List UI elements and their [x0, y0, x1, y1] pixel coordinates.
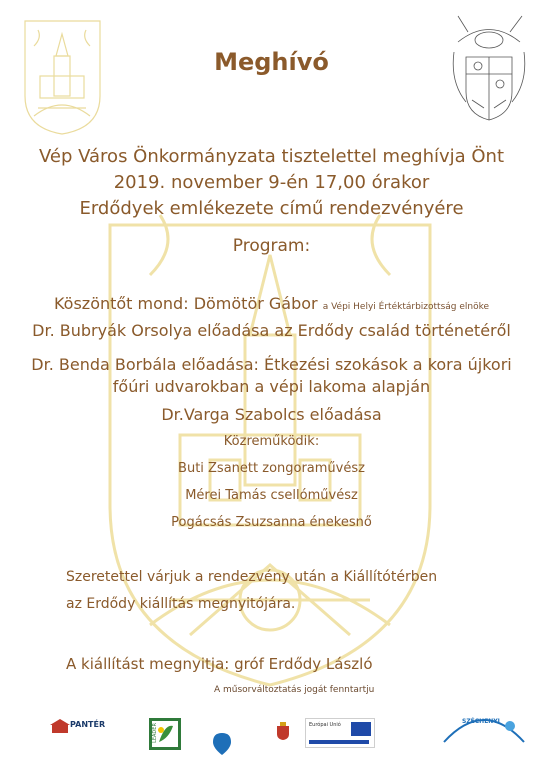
- closing-line-2: az Erdődy kiállítás megnyitójára.: [66, 596, 296, 612]
- welcome-subtitle: a Vépi Helyi Értéktárbizottság elnöke: [322, 302, 490, 312]
- performer-3: Pogácsás Zsuzsanna énekesnő: [171, 515, 372, 530]
- location-pin-icon: [213, 733, 231, 755]
- panter-building-icon: [50, 719, 70, 733]
- disclaimer: A műsorváltoztatás jogát fenntartju: [214, 685, 375, 695]
- program-heading: Program:: [232, 236, 311, 256]
- panter-logo: [50, 718, 120, 748]
- performer-2: Mérei Tamás csellóművész: [185, 488, 358, 503]
- hungary-crest-icon: [276, 722, 290, 740]
- performers-heading: Közreműködik:: [223, 434, 320, 449]
- intro-line-2: 2019. november 9-én 17,00 órakor: [113, 172, 430, 193]
- szechenyi-2020-logo: [440, 704, 528, 754]
- performer-1: Buti Zsanett zongoraművész: [178, 461, 365, 476]
- background-crest-watermark-icon: [90, 205, 450, 705]
- eu-logo-text: Európai Unió: [309, 722, 341, 728]
- welcome-label: Köszöntőt mond: Dömötör Gábor: [53, 294, 318, 313]
- town-crest-icon: [20, 16, 105, 136]
- exhibition-opener: A kiállítást megnyitja: gróf Erdődy László: [66, 655, 373, 673]
- page-title: Meghívó: [214, 48, 329, 76]
- vep-2020-badge: [213, 733, 231, 759]
- hungarian-coat-logo: [276, 722, 290, 744]
- eu-funding-logo: [305, 718, 375, 748]
- szechenyi-logo-text: SZÉCHENYI: [462, 718, 500, 725]
- closing-line-1: Szeretettel várjuk a rendezvény után a Kiállítótérben: [66, 569, 438, 585]
- eu-logo-bar: [309, 740, 369, 744]
- talk-1: Dr. Bubryák Orsolya előadása az Erdődy család történetéről: [32, 321, 511, 340]
- intro-line-3: Erdődyek emlékezete című rendezvényére: [79, 198, 464, 219]
- panter-logo-text: PANTÉR: [70, 720, 106, 729]
- leader-logo-text: LEADER: [151, 723, 158, 743]
- talk-2-line-2: főúri udvarokban a vépi lakoma alapján: [112, 377, 431, 396]
- welcome-line: [0, 294, 543, 313]
- intro-line-1: Vép Város Önkormányzata tisztelettel meghívja Önt: [38, 146, 505, 167]
- talk-3: Dr.Varga Szabolcs előadása: [161, 405, 382, 424]
- talk-2-line-1: Dr. Benda Borbála előadása: Étkezési szokások a kora újkori: [31, 355, 512, 374]
- eu-flag-icon: [351, 722, 371, 736]
- leader-logo: [149, 718, 181, 750]
